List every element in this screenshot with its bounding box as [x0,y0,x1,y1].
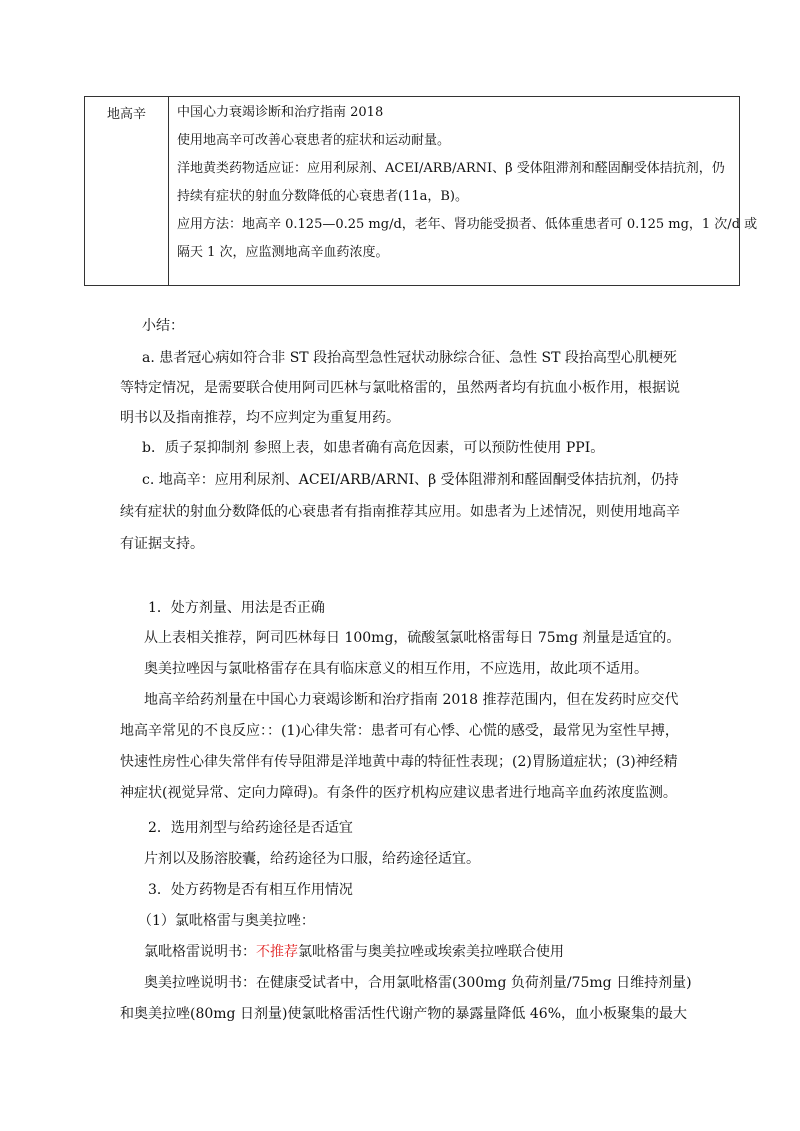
summary-c-line-2: 续有症状的射血分数降低的心衰患者有指南推荐其应用。如患者为上述情况，则使用地高辛 [120,504,680,520]
omeprazole-line-1: 奥美拉唑说明书：在健康受试者中，合用氯吡格雷(300mg 负荷剂量/75mg 日维持剂量) [144,975,692,991]
dosage-line-2: 隔天 1 次，应监测地高辛血药浓度。 [177,245,389,260]
drug-guideline-table [84,96,758,286]
section-1-p3-line-1: 地高辛给药剂量在中国心力衰竭诊断和治疗指南 2018 推荐范围内，但在发药时应交代 [144,692,679,708]
indication-line-2: 持续有症状的射血分数降低的心衰患者(11a，B)。 [177,189,468,204]
clopidogrel-prefix: 氯吡格雷说明书： [144,944,256,960]
drug-name: 地高辛 [107,107,147,122]
section-3-heading: 3．处方药物是否有相互作用情况 [148,882,353,898]
section-1-p3-line-3: 快速性房性心律失常伴有传导阻滞是洋地黄中毒的特征性表现；(2)胃肠道症状；(3)神经精 [120,754,678,770]
section-3-sub1: （1）氯吡格雷与奥美拉唑： [138,913,315,929]
summary-a-line-1: a. 患者冠心病如符合非 ST 段抬高型急性冠状动脉综合征、急性 ST 段抬高型心肌梗死 [142,350,677,366]
guideline-statement: 使用地高辛可改善心衰患者的症状和运动耐量。 [177,133,451,148]
summary-c-line-3: 有证据支持。 [120,536,204,552]
indication-line-1: 洋地黄类药物适应证：应用利尿剂、ACEI/ARB/ARNI、β 受体阻滞剂和醛固酮受体拮抗剂，仍 [177,161,725,176]
section-1-p1: 从上表相关推荐，阿司匹林每日 100mg，硫酸氢氯吡格雷每日 75mg 剂量是适宜的。 [144,630,681,646]
summary-a-line-3: 明书以及指南推荐，均不应判定为重复用药。 [120,410,400,426]
summary-b-line-1: b．质子泵抑制剂 参照上表，如患者确有高危因素，可以预防性使用 PPI。 [142,440,605,456]
section-1-p2: 奥美拉唑因与氯吡格雷存在具有临床意义的相互作用，不应选用，故此项不适用。 [144,661,648,677]
section-2-heading: 2．选用剂型与给药途径是否适宜 [148,820,353,836]
guideline-title: 中国心力衰竭诊断和治疗指南 2018 [177,105,384,120]
guideline-content-cell [177,103,758,263]
summary-a-line-2: 等特定情况，是需要联合使用阿司匹林与氯吡格雷的，虽然两者均有抗血小板作用，根据说 [120,380,680,396]
omeprazole-line-2: 和奥美拉唑(80mg 日剂量)使氯吡格雷活性代谢产物的暴露量降低 46%，血小板聚集的最大 [120,1006,687,1022]
section-1-heading: 1．处方剂量、用法是否正确 [148,600,325,616]
not-recommended-highlight: 不推荐 [256,944,298,960]
clopidogrel-suffix: 氯吡格雷与奥美拉唑或埃索美拉唑联合使用 [298,944,564,960]
clopidogrel-label-text [144,942,564,962]
section-2-p1: 片剂以及肠溶胶囊，给药途径为口服，给药途径适宜。 [144,851,480,867]
drug-name-cell [85,97,169,285]
section-1-p3-line-2: 地高辛常见的不良反应：：(1)心律失常：患者可有心悸、心慌的感受，最常见为室性早搏， [120,723,679,739]
dosage-line-1: 应用方法：地高辛 0.125—0.25 mg/d，老年、肾功能受损者、低体重患者可 0.125 mg，1 次/d 或 [177,217,758,232]
summary-heading: 小结： [142,318,184,334]
section-1-p3-line-4: 神症状(视觉异常、定向力障碍)。有条件的医疗机构应建议患者进行地高辛血药浓度监测。 [120,785,677,801]
summary-c-line-1: c. 地高辛：应用利尿剂、ACEI/ARB/ARNI、β 受体阻滞剂和醛固酮受体拮抗剂，仍持 [142,472,679,488]
